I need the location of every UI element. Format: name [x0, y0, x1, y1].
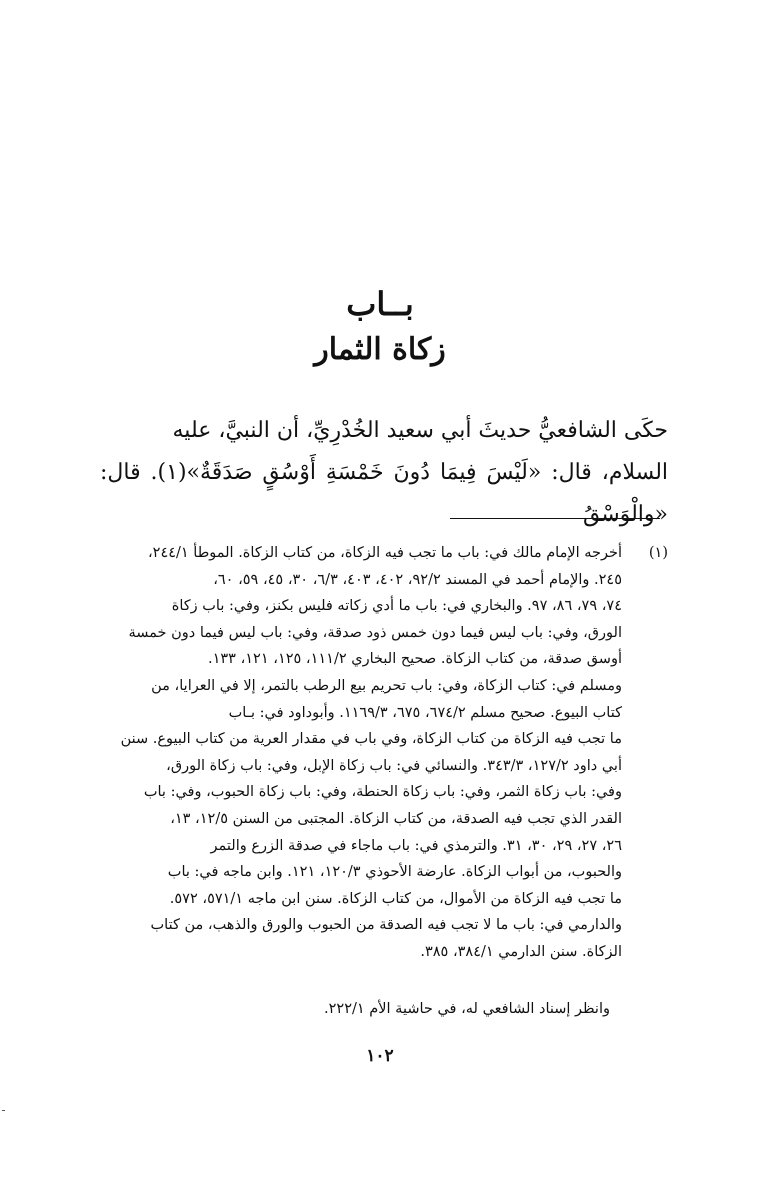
- footnote-line: الورق، وفي: باب ليس فيما دون خمس ذود صدقة، وفي: باب ليس فيما دون خمسة: [128, 624, 622, 641]
- footnote-line: ما تجب فيه الزكاة من كتاب الزكاة، وفي باب في مقدار العرية من كتاب البيوع. سنن: [120, 731, 622, 748]
- see-also-note: وانظر إسناد الشافعي له، في حاشية الأم ٢٢٢/١.: [324, 1001, 610, 1017]
- footnote-line: الزكاة. سنن الدارمي ٣٨٤/١، ٣٨٥.: [420, 943, 622, 960]
- footnote-line: أبي داود ١٢٧/٢، ٣٤٣/٣. والنسائي في: باب زكاة الإبل، وفي: باب زكاة الورق،: [166, 757, 622, 774]
- footnote-text: [98, 540, 622, 966]
- margin-mark: [2, 1110, 5, 1111]
- chapter-heading: [0, 280, 760, 372]
- footnote-line: كتاب البيوع. صحيح مسلم ٦٧٤/٢، ٦٧٥، ١١٦٩/٣. وأبوداود في: بـاب: [228, 704, 622, 721]
- footnote-line: ٢٤٥. والإمام أحمد في المسند ٩٢/٢، ٤٠٢، ٤٠٣، ٦/٣، ٣٠، ٤٥، ٥٩، ٦٠،: [213, 571, 622, 588]
- footnote-line: ٧٤، ٧٩، ٨٦، ٩٧. والبخاري في: باب ما أدي زكاته فليس بكنز، وفي: باب زكاة: [171, 598, 622, 615]
- footnote-line: والدارمي في: باب ما لا تجب فيه الصدقة من الحبوب والورق والذهب، من كتاب: [150, 917, 622, 934]
- page-number: ١٠٢: [366, 1046, 394, 1066]
- footnote-line: وفي: باب زكاة الثمر، وفي: باب زكاة الحنطة، وفي: باب زكاة الحبوب، وفي: باب: [143, 784, 622, 801]
- footnote-number: (١): [648, 545, 668, 561]
- main-text-line: السلام، قال: «لَيْسَ فِيمَا دُونَ خَمْسَةِ أَوْسُقٍ صَدَقَةٌ»(١). قال: «والْوَسْقُ: [100, 460, 669, 527]
- footnote-line: ومسلم في: كتاب الزكاة، وفي: باب تحريم بيع الرطب بالتمر، إلا في العرايا، من: [151, 677, 622, 694]
- footnote-line: ما تجب فيه الزكاة من الأموال، من كتاب الزكاة. سنن ابن ماجه ٥٧١/١، ٥٧٢.: [169, 890, 622, 907]
- chapter-title: زكاة الثمار: [314, 332, 446, 367]
- main-text-line: حكَى الشافعيُّ حديثَ أبي سعيد الخُدْرِيِّ، أن النبيَّ، عليه: [172, 418, 668, 443]
- footnote-line: القدر الذي تجب فيه الصدقة، من كتاب الزكاة. المجتبى من السنن ١٢/٥، ١٣،: [170, 810, 622, 827]
- footnote-line: أخرجه الإمام مالك في: باب ما تجب فيه الزكاة، من كتاب الزكاة. الموطأ ٢٤٤/١،: [147, 545, 622, 561]
- footnote-line: أوسق صدقة، من كتاب الزكاة. صحيح البخاري ١١١/٢، ١٢٥، ١٢١، ١٣٣.: [207, 651, 622, 668]
- footnote: [98, 540, 668, 966]
- footnotes: [98, 540, 668, 966]
- chapter-label: بــاب: [346, 285, 414, 323]
- footnote-line: ٢٦، ٢٧، ٢٩، ٣٠، ٣١. والترمذي في: باب ماجاء في صدقة الزرع والتمر: [210, 837, 622, 854]
- footnote-line: والحبوب، من أبواب الزكاة. عارضة الأحوذي ١٢٠/٣، ١٢١. وابن ماجه في: باب: [167, 864, 622, 881]
- footnote-separator: [450, 518, 660, 519]
